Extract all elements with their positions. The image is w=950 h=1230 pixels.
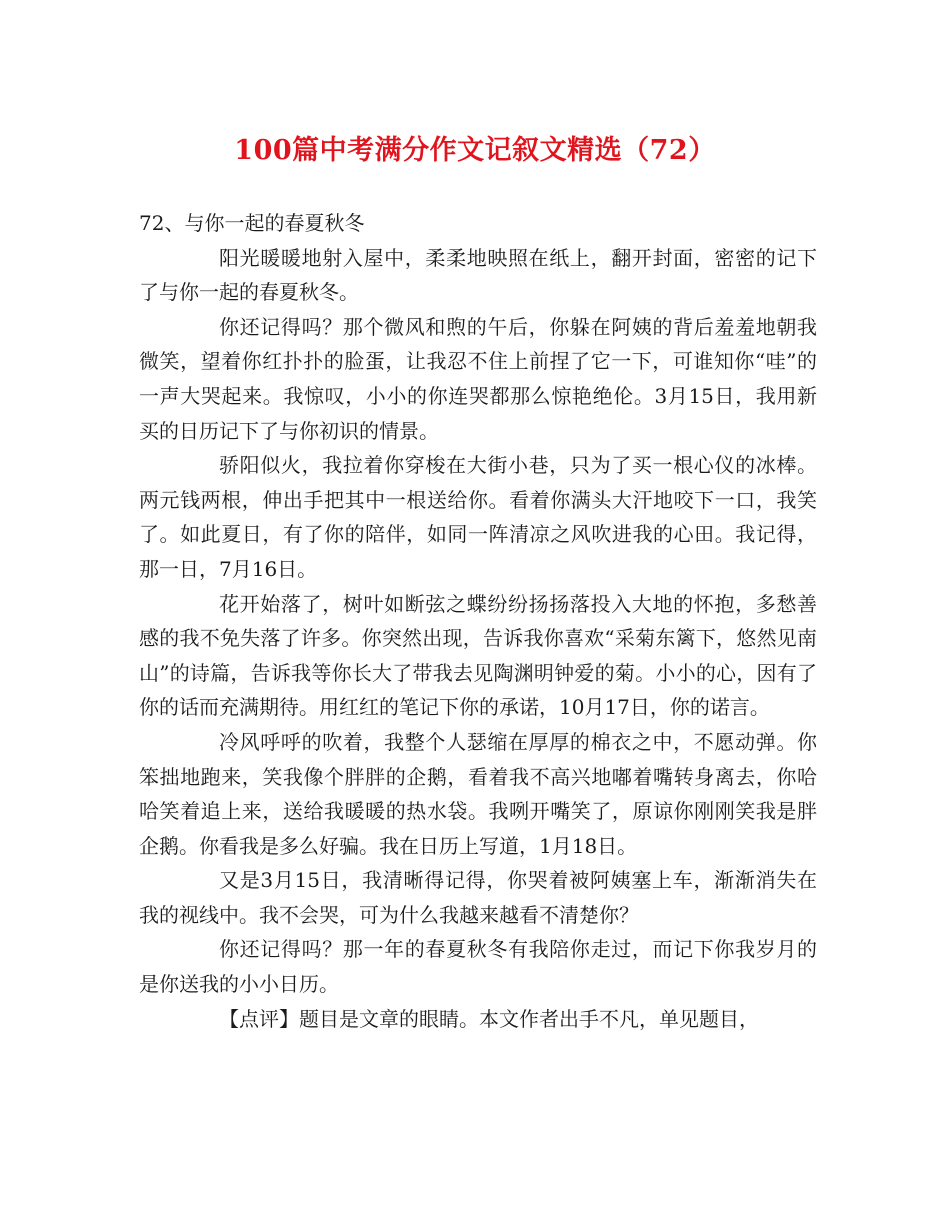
paragraph-6: 又是3月15日，我清晰得记得，你哭着被阿姨塞上车，渐渐消失在我的视线中。我不会哭，可为什么我越来越看不清楚你？	[139, 868, 817, 927]
paragraph-5: 冷风呼呼的吹着，我整个人瑟缩在厚厚的棉衣之中，不愿动弹。你笨拙地跑来，笑我像个胖胖的企鹅，看着我不高兴地嘟着嘴转身离去，你哈哈笑着追上来，送给我暖暖的热水袋。我咧开嘴笑了，原谅你刚刚笑我是胖企鹅。你看我是多么好骗。我在日历上写道，1月18日。	[139, 729, 817, 858]
paragraph-4: 花开始落了，树叶如断弦之蝶纷纷扬扬落投入大地的怀抱，多愁善感的我不免失落了许多。你突然出现，告诉我你喜欢“采菊东篱下，悠然见南山”的诗篇，告诉我等你长大了带我去见陶渊明钟爱的菊。小小的心，因有了你的话而充满期待。用红红的笔记下你的承诺，10月17日，你的诺言。	[139, 591, 817, 720]
review-paragraph: 【点评】题目是文章的眼睛。本文作者出手不凡，单见题目，	[219, 1006, 759, 1031]
paragraph-7: 你还记得吗？那一年的春夏秋冬有我陪你走过，而记下你我岁月的是你送我的小小日历。	[139, 937, 817, 997]
document-body	[139, 206, 817, 1036]
paragraph-1: 阳光暖暖地射入屋中，柔柔地映照在纸上，翻开封面，密密的记下了与你一起的春夏秋冬。	[139, 245, 817, 305]
article-subtitle: 72、与你一起的春夏秋冬	[139, 211, 365, 235]
document-title: 100篇中考满分作文记叙文精选（72）	[234, 135, 716, 166]
paragraph-3: 骄阳似火，我拉着你穿梭在大街小巷，只为了买一根心仪的冰棒。两元钱两根，伸出手把其中一根送给你。看着你满头大汗地咬下一口，我笑了。如此夏日，有了你的陪伴，如同一阵清凉之风吹进我的心田。我记得，那一日，7月16日。	[139, 453, 817, 581]
paragraph-2: 你还记得吗？那个微风和煦的午后，你躲在阿姨的背后羞羞地朝我微笑，望着你红扑扑的脸蛋，让我忍不住上前捏了它一下，可谁知你“哇”的一声大哭起来。我惊叹，小小的你连哭都那么惊艳绝伦。3月15日，我用新买的日历记下了与你初识的情景。	[139, 314, 817, 443]
